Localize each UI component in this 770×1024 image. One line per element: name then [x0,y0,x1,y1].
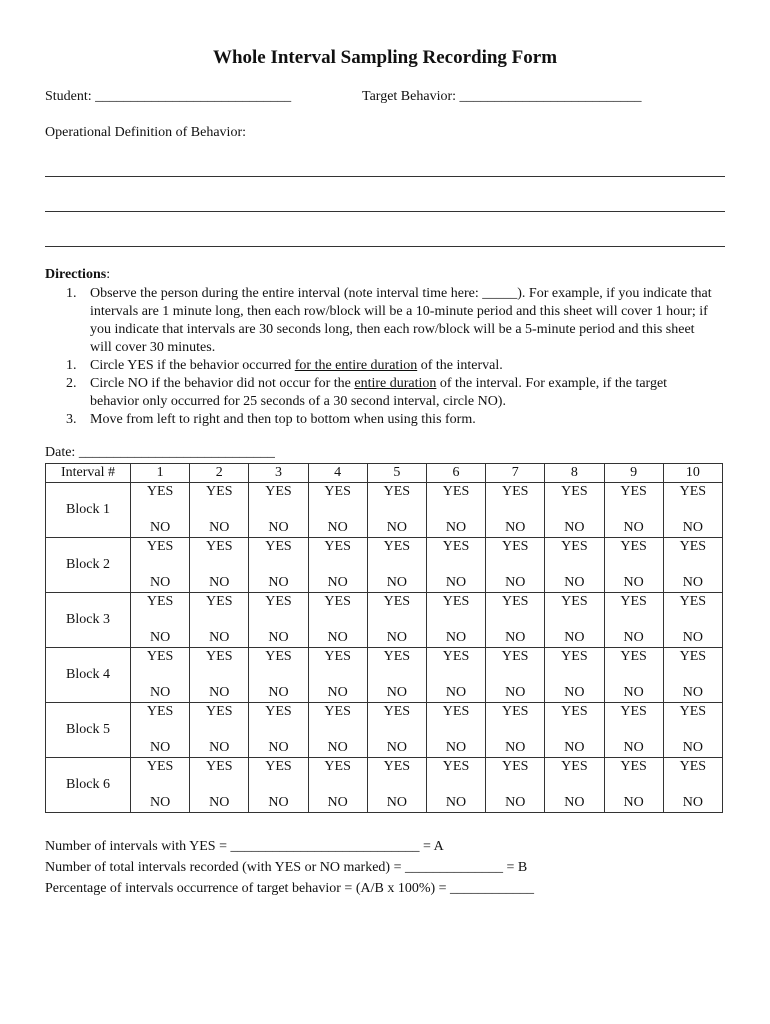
interval-cell [663,648,722,703]
interval-number-header: 8 [545,464,604,483]
yes-option[interactable]: YES [146,759,174,774]
target-behavior-field[interactable]: Target Behavior: __________________________ [362,89,642,104]
no-option[interactable]: NO [209,740,230,755]
interval-cell [486,648,545,703]
yes-option[interactable]: YES [206,594,233,609]
yes-option[interactable]: YES [620,649,647,664]
direction-item [66,375,716,411]
yes-option[interactable]: YES [561,704,588,719]
no-option[interactable]: NO [149,795,171,810]
interval-number-header: 3 [249,464,308,483]
interval-cell [604,593,663,648]
no-option[interactable]: NO [445,740,467,755]
no-option[interactable]: NO [564,685,585,700]
interval-number-header: 7 [486,464,545,483]
no-option[interactable]: NO [268,630,289,645]
yes-option[interactable]: YES [501,539,529,554]
interval-cell [131,648,190,703]
no-option[interactable]: NO [268,795,289,810]
yes-option[interactable]: YES [501,594,529,609]
total-count-line[interactable]: Number of total intervals recorded (with YES or NO marked) = ______________ = B [45,860,528,875]
no-option[interactable]: NO [682,740,703,755]
interval-cell [545,593,604,648]
block-label: Block 6 [46,758,131,813]
no-option[interactable]: NO [327,630,348,645]
interval-cell [545,703,604,758]
direction-item [66,285,716,357]
interval-cell [367,758,426,813]
no-option[interactable]: NO [564,795,585,810]
interval-cell [308,593,367,648]
table-row [46,703,723,758]
no-option[interactable]: NO [209,795,230,810]
no-option[interactable]: NO [623,795,644,810]
yes-option[interactable]: YES [146,594,174,609]
yes-option[interactable]: YES [442,759,470,774]
no-option[interactable]: NO [209,520,230,535]
interval-cell [308,758,367,813]
yes-option[interactable]: YES [679,484,707,499]
yes-option[interactable]: YES [146,484,174,499]
yes-option[interactable]: YES [620,539,647,554]
interval-cell [190,483,249,538]
interval-number-header: 6 [426,464,485,483]
block-label: Block 3 [46,593,131,648]
interval-cell [190,703,249,758]
interval-cell [426,758,485,813]
no-option[interactable]: NO [327,685,348,700]
no-option[interactable]: NO [445,630,467,645]
no-option[interactable]: NO [505,575,526,590]
yes-option[interactable]: YES [383,484,411,499]
no-option[interactable]: NO [386,630,407,645]
yes-option[interactable]: YES [501,484,529,499]
interval-cell [190,648,249,703]
no-option[interactable]: NO [564,740,585,755]
block-label: Block 4 [46,648,131,703]
direction-number: 3. [66,412,77,427]
no-option[interactable]: NO [505,740,526,755]
interval-cell [486,538,545,593]
yes-option[interactable]: YES [679,649,707,664]
yes-option[interactable]: YES [265,594,292,609]
no-option[interactable]: NO [149,575,171,590]
interval-cell [545,538,604,593]
interval-cell [545,483,604,538]
interval-cell [426,538,485,593]
no-option[interactable]: NO [682,685,703,700]
no-option[interactable]: NO [268,575,289,590]
yes-option[interactable]: YES [383,594,411,609]
no-option[interactable]: NO [386,795,407,810]
yes-option[interactable]: YES [501,704,529,719]
no-option[interactable]: NO [268,685,289,700]
yes-option[interactable]: YES [146,539,174,554]
no-option[interactable]: NO [445,520,467,535]
no-option[interactable]: NO [268,740,289,755]
interval-cell [545,648,604,703]
page-title: Whole Interval Sampling Recording Form [212,47,558,68]
yes-option[interactable]: YES [561,649,588,664]
definition-line-3[interactable] [45,246,725,247]
no-option[interactable]: NO [327,520,348,535]
no-option[interactable]: NO [623,685,644,700]
interval-cell [131,758,190,813]
yes-option[interactable]: YES [265,759,292,774]
no-option[interactable]: NO [386,520,407,535]
yes-option[interactable]: YES [679,539,707,554]
table-row [46,538,723,593]
interval-cell [604,758,663,813]
interval-header: Interval # [46,464,131,483]
table-row [46,593,723,648]
yes-count-line[interactable]: Number of intervals with YES = ___________________________ = A [45,839,444,854]
direction-number: 1. [66,358,77,373]
no-option[interactable]: NO [623,575,644,590]
percentage-line[interactable]: Percentage of intervals occurrence of target behavior = (A/B x 100%) = ____________ [45,881,535,896]
interval-cell [367,538,426,593]
interval-cell [190,593,249,648]
yes-option[interactable]: YES [146,649,174,664]
interval-number-header: 5 [367,464,426,483]
interval-cell [131,593,190,648]
no-option[interactable]: NO [623,630,644,645]
direction-item [66,357,716,375]
interval-cell [486,483,545,538]
interval-number-header: 4 [308,464,367,483]
interval-cell [249,483,308,538]
interval-cell [249,648,308,703]
student-field[interactable]: Student: ____________________________ [45,89,292,104]
no-option[interactable]: NO [149,685,171,700]
interval-cell [308,703,367,758]
interval-cell [308,538,367,593]
yes-option[interactable]: YES [383,539,411,554]
interval-cell [486,758,545,813]
interval-cell [308,483,367,538]
yes-option[interactable]: YES [679,704,707,719]
yes-option[interactable]: YES [206,649,233,664]
no-option[interactable]: NO [445,685,467,700]
no-option[interactable]: NO [209,630,230,645]
no-option[interactable]: NO [209,575,230,590]
interval-cell [249,758,308,813]
yes-option[interactable]: YES [206,539,233,554]
definition-line-1[interactable] [45,176,725,177]
interval-cell [663,703,722,758]
yes-option[interactable]: YES [324,484,351,499]
interval-cell [426,483,485,538]
interval-cell [131,538,190,593]
no-option[interactable]: NO [209,685,230,700]
recording-table [45,463,723,813]
yes-option[interactable]: YES [620,704,647,719]
no-option[interactable]: NO [327,575,348,590]
interval-cell [604,703,663,758]
yes-option[interactable]: YES [442,539,470,554]
yes-option[interactable]: YES [265,649,292,664]
interval-cell [604,483,663,538]
interval-cell [663,483,722,538]
no-option[interactable]: NO [564,630,585,645]
yes-option[interactable]: YES [501,759,529,774]
block-label: Block 5 [46,703,131,758]
no-option[interactable]: NO [268,520,289,535]
no-option[interactable]: NO [682,630,703,645]
no-option[interactable]: NO [445,575,467,590]
direction-number: 2. [66,376,77,391]
interval-number-header: 1 [131,464,190,483]
block-label: Block 1 [46,483,131,538]
yes-option[interactable]: YES [324,539,351,554]
interval-cell [604,538,663,593]
definition-line-2[interactable] [45,211,725,212]
table-row [46,483,723,538]
direction-text: Move from left to right and then top to bottom when using this form. [90,412,476,427]
yes-option[interactable]: YES [561,594,588,609]
block-label: Block 2 [46,538,131,593]
yes-option[interactable]: YES [442,704,470,719]
no-option[interactable]: NO [445,795,467,810]
yes-option[interactable]: YES [383,759,411,774]
no-option[interactable]: NO [623,520,644,535]
no-option[interactable]: NO [149,740,171,755]
interval-cell [426,648,485,703]
yes-option[interactable]: YES [561,484,588,499]
interval-cell [131,703,190,758]
table-row [46,758,723,813]
yes-option[interactable]: YES [324,704,351,719]
no-option[interactable]: NO [682,575,703,590]
direction-text: Observe the person during the entire interval (note interval time here: _____). For example, if you indicate that intervals are 1 minute long, then each row/block will be a 10-minute period and this sheet will cover 1 hour; if you indicate that intervals are 30 seconds long, then each row/block will be a 5-minute period and this sheet will cover 30 minutes. [90,286,712,355]
no-option[interactable]: NO [505,520,526,535]
yes-option[interactable]: YES [442,649,470,664]
yes-option[interactable]: YES [383,704,411,719]
no-option[interactable]: NO [505,795,526,810]
yes-option[interactable]: YES [206,484,233,499]
interval-cell [486,703,545,758]
yes-option[interactable]: YES [324,649,351,664]
no-option[interactable]: NO [564,575,585,590]
direction-item [66,411,716,429]
direction-text: Circle NO if the behavior did not occur for the entire duration of the interval. For example, if the target behavior only occurred for 25 seconds of a 30 second interval, circle NO). [90,376,668,409]
no-option[interactable]: NO [327,795,348,810]
yes-option[interactable]: YES [561,539,588,554]
interval-cell [486,593,545,648]
no-option[interactable]: NO [505,685,526,700]
yes-option[interactable]: YES [679,759,707,774]
no-option[interactable]: NO [682,520,703,535]
interval-cell [131,483,190,538]
interval-cell [663,593,722,648]
interval-cell [249,538,308,593]
yes-option[interactable]: YES [679,594,707,609]
interval-cell [308,648,367,703]
no-option[interactable]: NO [149,520,171,535]
yes-option[interactable]: YES [442,484,470,499]
direction-text: Circle YES if the behavior occurred for the entire duration of the interval. [90,358,503,373]
yes-option[interactable]: YES [265,484,292,499]
yes-option[interactable]: YES [206,704,233,719]
interval-cell [190,758,249,813]
yes-option[interactable]: YES [383,649,411,664]
directions-heading: Directions: [45,267,111,282]
direction-number: 1. [66,286,77,301]
interval-cell [190,538,249,593]
interval-number-header: 2 [190,464,249,483]
no-option[interactable]: NO [682,795,703,810]
yes-option[interactable]: YES [620,759,647,774]
interval-cell [249,703,308,758]
no-option[interactable]: NO [505,630,526,645]
no-option[interactable]: NO [386,685,407,700]
interval-cell [249,593,308,648]
interval-cell [367,703,426,758]
yes-option[interactable]: YES [620,484,647,499]
interval-cell [426,703,485,758]
table-row [46,648,723,703]
interval-cell [545,758,604,813]
yes-option[interactable]: YES [146,704,174,719]
interval-cell [367,483,426,538]
no-option[interactable]: NO [623,740,644,755]
no-option[interactable]: NO [149,630,171,645]
no-option[interactable]: NO [564,520,585,535]
operational-definition-label: Operational Definition of Behavior: [45,125,246,140]
yes-option[interactable]: YES [442,594,470,609]
date-field[interactable]: Date: ____________________________ [45,445,275,460]
interval-number-header: 10 [663,464,722,483]
yes-option[interactable]: YES [265,539,292,554]
yes-option[interactable]: YES [561,759,588,774]
yes-option[interactable]: YES [265,704,292,719]
yes-option[interactable]: YES [206,759,233,774]
no-option[interactable]: NO [327,740,348,755]
summary-section [45,836,534,899]
yes-option[interactable]: YES [324,594,351,609]
interval-cell [426,593,485,648]
interval-cell [604,648,663,703]
no-option[interactable]: NO [386,740,407,755]
no-option[interactable]: NO [386,575,407,590]
interval-cell [663,758,722,813]
yes-option[interactable]: YES [324,759,351,774]
directions-list [66,285,716,429]
interval-cell [367,593,426,648]
interval-cell [367,648,426,703]
yes-option[interactable]: YES [620,594,647,609]
yes-option[interactable]: YES [501,649,529,664]
interval-cell [663,538,722,593]
interval-number-header: 9 [604,464,663,483]
